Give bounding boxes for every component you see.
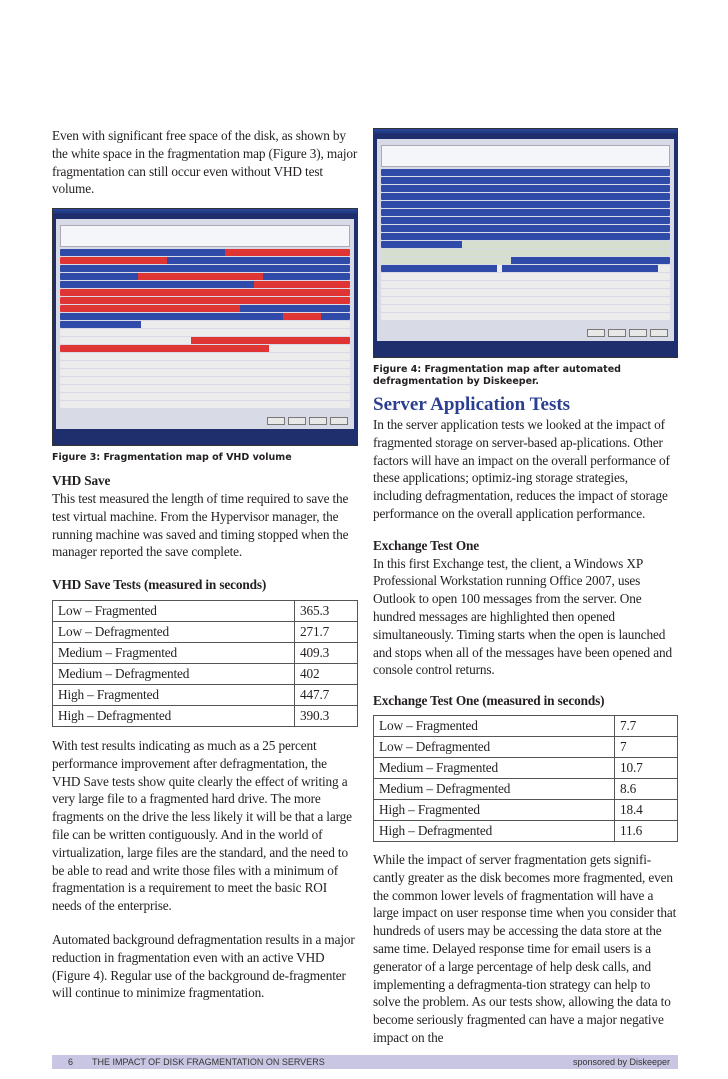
window-button	[608, 329, 626, 337]
map-segment	[60, 281, 254, 288]
window-titlebar	[374, 129, 677, 135]
map-segment	[60, 321, 141, 328]
window-button	[650, 329, 668, 337]
row-value: 447.7	[295, 684, 358, 705]
figure-4-caption: Figure 4: Fragmentation map after automated defragmentation by Diskeeper.	[373, 364, 621, 387]
map-row	[60, 257, 350, 264]
window-body	[56, 219, 354, 429]
row-value: 365.3	[295, 600, 358, 621]
map-segment	[191, 337, 351, 344]
map-row	[381, 281, 670, 288]
vhd-table-title: VHD Save Tests (measured in seconds)	[52, 577, 267, 593]
map-segment	[381, 241, 462, 248]
map-row	[381, 193, 670, 200]
window-button	[288, 417, 306, 425]
map-segment	[381, 201, 670, 208]
map-segment	[381, 177, 670, 184]
map-segment	[321, 313, 350, 320]
exchange-heading: Exchange Test One	[373, 537, 480, 553]
row-value: 7	[615, 736, 678, 757]
row-label: Medium – Fragmented	[53, 642, 295, 663]
map-segment	[502, 265, 658, 272]
window-button	[587, 329, 605, 337]
dialog-buttons	[587, 329, 668, 337]
map-row	[60, 297, 350, 304]
map-segment	[263, 273, 350, 280]
table-row	[53, 600, 358, 621]
map-row	[381, 169, 670, 176]
table-row	[374, 799, 678, 820]
map-row	[60, 361, 350, 368]
map-row	[60, 289, 350, 296]
map-segment	[381, 185, 670, 192]
row-label: Medium – Fragmented	[374, 757, 615, 778]
window-button	[629, 329, 647, 337]
map-row	[381, 289, 670, 296]
section-heading: Server Application Tests	[373, 394, 571, 415]
row-value: 11.6	[615, 820, 678, 841]
map-row	[60, 313, 350, 320]
table-row	[53, 642, 358, 663]
results-paragraph: With test results indicating as much as a 25 percent performance improvement after defragmentation, the VHD Save tests show quite clearly the effect of writing a very large file to a fragmented hard drive. The more fragments on the drive the less likely it will be that a large file can be written contiguously. And in the world of virtualization, large files are the standard, and the need to be able to read and write those files with a minimum of fragmentation is a requirement to meet the basic ROI needs of the enterprise.	[52, 737, 352, 914]
map-row	[60, 393, 350, 400]
map-segment	[167, 257, 350, 264]
map-segment	[60, 257, 167, 264]
map-row	[60, 345, 350, 352]
row-label: Low – Defragmented	[53, 621, 295, 642]
map-row	[381, 305, 670, 312]
map-row	[60, 353, 350, 360]
dialog-buttons	[267, 417, 348, 425]
page-footer	[52, 1055, 678, 1069]
map-row	[60, 249, 350, 256]
map-row	[381, 201, 670, 208]
map-row	[60, 265, 350, 272]
map-segment	[381, 265, 497, 272]
map-segment	[60, 249, 225, 256]
row-label: Medium – Defragmented	[374, 778, 615, 799]
footer-sponsor: sponsored by Diskeeper	[572, 1057, 670, 1067]
map-row	[60, 337, 350, 344]
map-segment	[60, 305, 240, 312]
map-row	[60, 321, 350, 328]
map-segment	[381, 249, 670, 256]
table-row	[374, 715, 678, 736]
map-row	[381, 209, 670, 216]
map-row	[381, 273, 670, 280]
right-column	[373, 128, 678, 1047]
map-segment	[225, 249, 350, 256]
map-row	[60, 329, 350, 336]
window-button	[309, 417, 327, 425]
table-row	[53, 684, 358, 705]
map-segment	[462, 241, 670, 248]
automated-paragraph: Automated background defragmentation results in a major reduction in fragmentation even with an active VHD (Figure 4). Regular use of the background de-fragmenter will continue to minimize fragmentation.	[52, 931, 355, 1001]
map-row	[381, 217, 670, 224]
table-row	[53, 663, 358, 684]
map-row	[381, 265, 670, 272]
map-segment	[381, 209, 670, 216]
row-value: 10.7	[615, 757, 678, 778]
map-row	[381, 313, 670, 320]
exchange-table-title: Exchange Test One (measured in seconds)	[373, 693, 605, 709]
window-body	[377, 139, 674, 341]
map-row	[381, 177, 670, 184]
server-intro-paragraph: In the server application tests we looked at the impact of fragmented storage on server-based ap-plications. Other factors will have an impact on the overall performance of these applications; optimiz-ing storage strategies, including defragmentation, reduces the impact of storage performance on the overall application performance.	[373, 417, 670, 521]
figure-4-screenshot	[373, 128, 678, 358]
map-row	[60, 377, 350, 384]
volume-header	[60, 225, 350, 247]
map-segment	[381, 233, 670, 240]
map-segment	[511, 257, 670, 264]
row-label: High – Fragmented	[374, 799, 615, 820]
fragmentation-map	[381, 169, 670, 321]
map-row	[60, 305, 350, 312]
map-row	[381, 225, 670, 232]
map-row	[381, 185, 670, 192]
vhd-save-table	[52, 600, 358, 727]
row-label: Low – Defragmented	[374, 736, 615, 757]
map-segment	[60, 313, 283, 320]
map-row	[381, 241, 670, 248]
map-row	[60, 369, 350, 376]
exchange-table	[373, 715, 678, 842]
row-value: 402	[295, 663, 358, 684]
row-value: 409.3	[295, 642, 358, 663]
table-row	[374, 757, 678, 778]
table-row	[53, 705, 358, 726]
map-segment	[240, 305, 350, 312]
map-row	[381, 249, 670, 256]
volume-header	[381, 145, 670, 167]
table-row	[374, 736, 678, 757]
figure-3-screenshot	[52, 208, 358, 446]
footer-title: THE IMPACT OF DISK FRAGMENTATION ON SERVERS	[92, 1057, 325, 1067]
map-row	[60, 385, 350, 392]
row-label: Low – Fragmented	[374, 715, 615, 736]
map-segment	[60, 289, 350, 296]
row-value: 8.6	[615, 778, 678, 799]
row-value: 18.4	[615, 799, 678, 820]
map-row	[60, 273, 350, 280]
page-number: 6	[68, 1057, 74, 1067]
window-button	[330, 417, 348, 425]
map-row	[60, 281, 350, 288]
map-row	[60, 401, 350, 408]
impact-paragraph: While the impact of server fragmentation gets signifi-cantly greater as the disk becomes more fragmented, even the common lower levels of fragmentation will have a large impact on user response time when you consider that hundreds of users may be accessing the data store at the same time. Delayed response time for email users is a generator of a large percentage of help desk calls, and implementing a defragmenta-tion strategy can help to solve the problem. As our tests show, allowing the data to become seriously fragmented can have a major negative impact on the	[373, 851, 677, 1045]
vhd-save-heading: VHD Save	[52, 473, 111, 489]
row-label: High – Defragmented	[374, 820, 615, 841]
map-segment	[381, 257, 511, 264]
map-segment	[60, 345, 269, 352]
map-row	[381, 297, 670, 304]
row-value: 390.3	[295, 705, 358, 726]
map-segment	[381, 193, 670, 200]
map-segment	[381, 169, 670, 176]
row-value: 7.7	[615, 715, 678, 736]
window-button	[267, 417, 285, 425]
map-segment	[254, 281, 350, 288]
row-value: 271.7	[295, 621, 358, 642]
vhd-save-paragraph: This test measured the length of time required to save the test virtual machine. From the Hypervisor manager, the running machine was saved and timing stopped when the manager reported the save complete.	[52, 490, 349, 560]
map-segment	[60, 265, 350, 272]
table-row	[374, 778, 678, 799]
intro-paragraph: Even with significant free space of the disk, as shown by the white space in the fragmentation map (Figure 3), major fragmentation can still occur even without VHD test volume.	[52, 128, 358, 197]
row-label: High – Defragmented	[53, 705, 295, 726]
row-label: High – Fragmented	[53, 684, 295, 705]
row-label: Low – Fragmented	[53, 600, 295, 621]
fragmentation-map	[60, 249, 350, 409]
map-segment	[138, 273, 263, 280]
map-row	[381, 233, 670, 240]
map-segment	[60, 297, 350, 304]
figure-3-caption: Figure 3: Fragmentation map of VHD volume	[52, 452, 292, 464]
map-segment	[283, 313, 321, 320]
table-row	[53, 621, 358, 642]
map-row	[381, 257, 670, 264]
row-label: Medium – Defragmented	[53, 663, 295, 684]
map-segment	[381, 225, 670, 232]
map-segment	[381, 217, 670, 224]
exchange-paragraph: In this first Exchange test, the client, a Windows XP Professional Workstation running Office 2007, uses Outlook to open 100 messages from the server. One hundred messages are highlighted then opened simultaneously. Timing starts when the open is launched and stops when all of the messages have been opened and console control returns.	[373, 555, 672, 678]
left-column	[52, 127, 358, 1002]
map-segment	[60, 273, 138, 280]
window-titlebar	[53, 209, 357, 215]
table-row	[374, 820, 678, 841]
